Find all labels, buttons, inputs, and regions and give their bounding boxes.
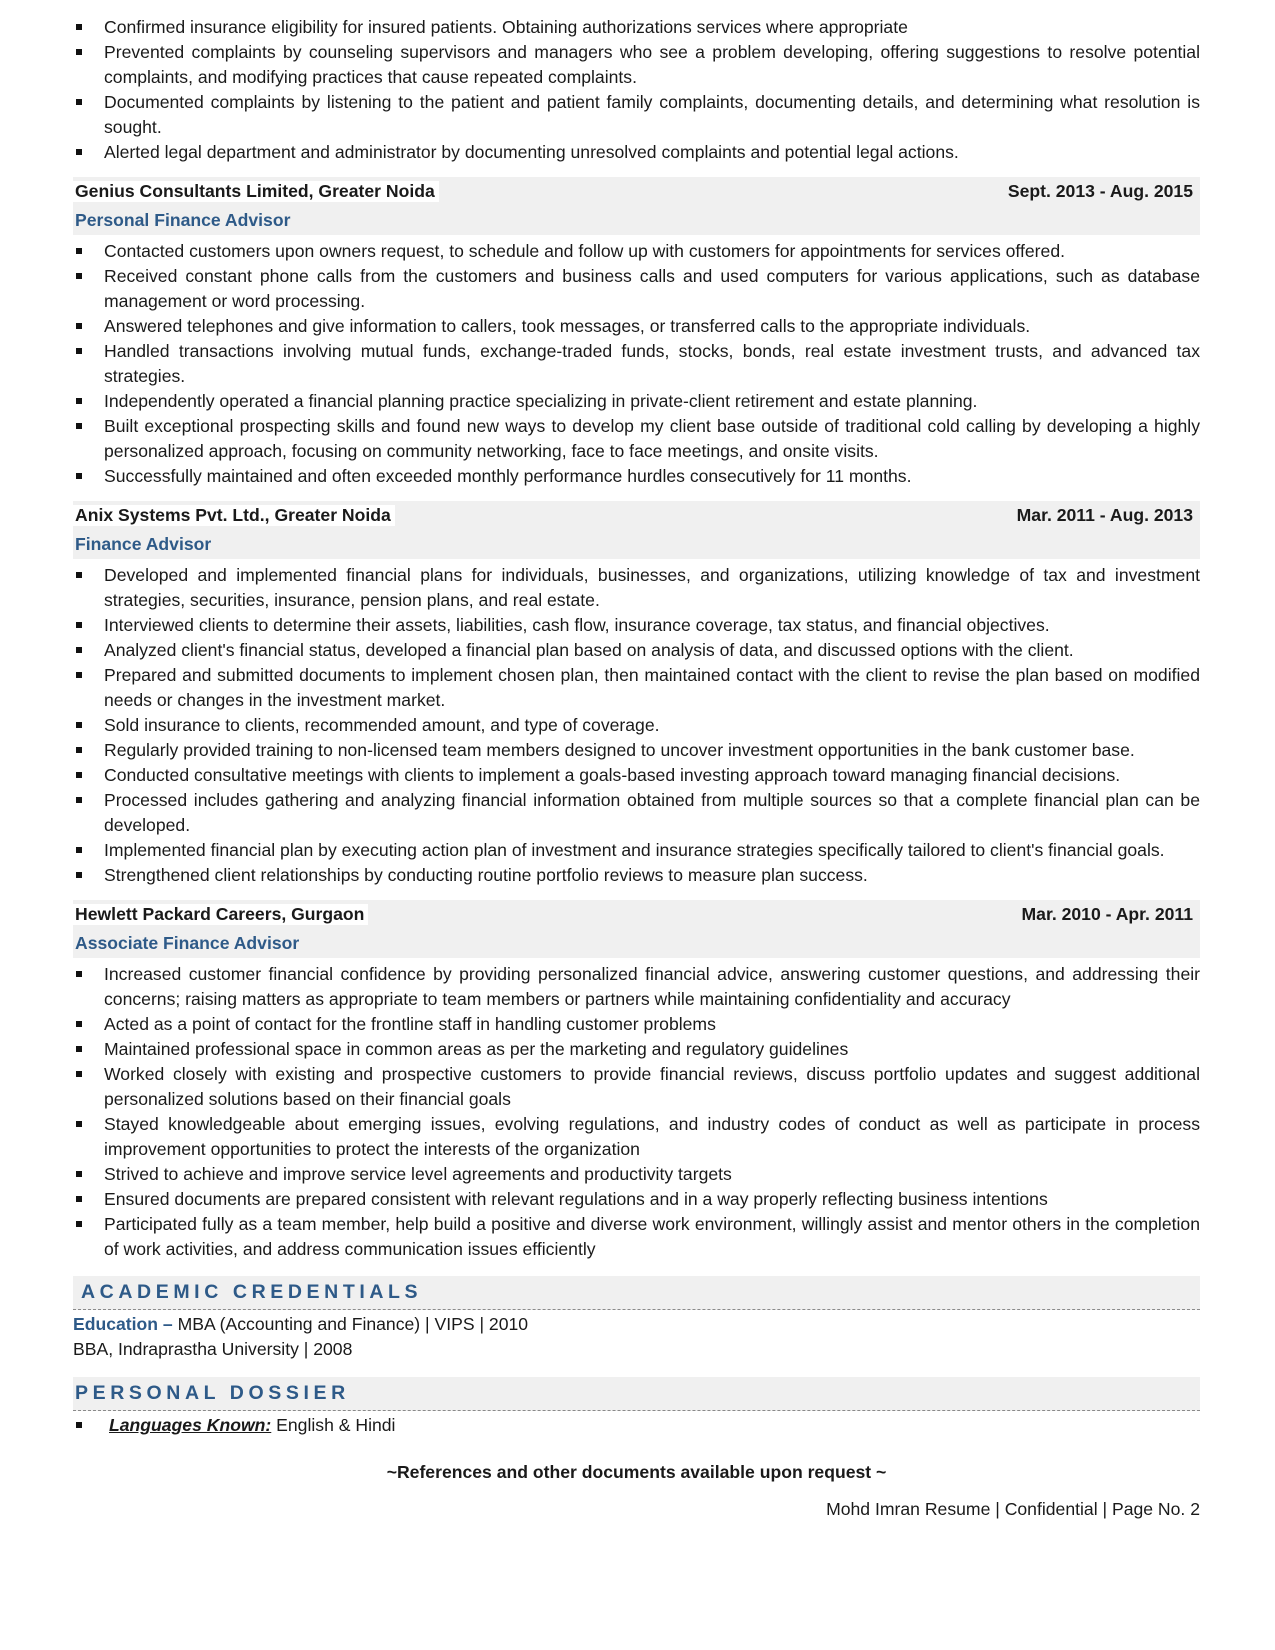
bullet-item: Processed includes gathering and analyzing financial information obtained from multiple sources so that a complete financial plan can be developed. bbox=[73, 788, 1200, 838]
bullet-item: Worked closely with existing and prospective customers to provide financial reviews, discuss portfolio updates and suggest additional personalized solutions based on their financial goals bbox=[73, 1062, 1200, 1112]
bullet-item: Implemented financial plan by executing action plan of investment and insurance strategies specifically tailored to client's financial goals. bbox=[73, 838, 1200, 863]
bullet-item: Documented complaints by listening to the patient and patient family complaints, documenting details, and determining what resolution is sought. bbox=[73, 90, 1200, 140]
bullet-item: Prepared and submitted documents to implement chosen plan, then maintained contact with the client to revise the plan based on modified needs or changes in the investment market. bbox=[73, 663, 1200, 713]
bullet-item: Received constant phone calls from the customers and business calls and used computers for various applications, such as database management or word processing. bbox=[73, 264, 1200, 314]
bullet-item: Independently operated a financial planning practice specializing in private-client retirement and estate planning. bbox=[73, 389, 1200, 414]
job-role: Personal Finance Advisor bbox=[75, 210, 291, 230]
bullet-item: Maintained professional space in common areas as per the marketing and regulatory guidelines bbox=[73, 1037, 1200, 1062]
bullet-item: Conducted consultative meetings with clients to implement a goals-based investing approach toward managing financial decisions. bbox=[73, 763, 1200, 788]
company-name: Genius Consultants Limited, Greater Noida bbox=[73, 181, 439, 202]
languages-entry bbox=[73, 1413, 1200, 1438]
resume-content bbox=[73, 15, 1200, 1520]
education-degree-secondary: BBA, Indraprastha University | 2008 bbox=[73, 1339, 353, 1359]
bullet-item: Answered telephones and give information to callers, took messages, or transferred calls to the appropriate individuals. bbox=[73, 314, 1200, 339]
bullet-item: Confirmed insurance eligibility for insured patients. Obtaining authorizations services where appropriate bbox=[73, 15, 1200, 40]
bullet-item: Interviewed clients to determine their assets, liabilities, cash flow, insurance coverage, tax status, and financial objectives. bbox=[73, 613, 1200, 638]
dossier-section-heading: PERSONAL DOSSIER bbox=[73, 1377, 1200, 1411]
bullet-item: Regularly provided training to non-licensed team members designed to uncover investment opportunities in the bank customer base. bbox=[73, 738, 1200, 763]
job-dates: Mar. 2011 - Aug. 2013 bbox=[1016, 505, 1193, 525]
page-footer: Mohd Imran Resume | Confidential | Page No. 2 bbox=[826, 1499, 1200, 1519]
bullet-item: Strived to achieve and improve service level agreements and productivity targets bbox=[73, 1162, 1200, 1187]
bullet-item: Ensured documents are prepared consistent with relevant regulations and in a way properly reflecting business intentions bbox=[73, 1187, 1200, 1212]
languages-value: English & Hindi bbox=[276, 1415, 396, 1435]
company-name: Anix Systems Pvt. Ltd., Greater Noida bbox=[73, 505, 395, 526]
academic-section-heading: ACADEMIC CREDENTIALS bbox=[73, 1276, 1200, 1310]
job-dates: Mar. 2010 - Apr. 2011 bbox=[1021, 904, 1193, 924]
bullet-item: Developed and implemented financial plans for individuals, businesses, and organizations, utilizing knowledge of tax and investment strategies, securities, insurance, pension plans, and real estate. bbox=[73, 563, 1200, 613]
bullet-item: Acted as a point of contact for the frontline staff in handling customer problems bbox=[73, 1012, 1200, 1037]
bullet-item: Increased customer financial confidence by providing personalized financial advice, answering customer questions, and addressing their concerns; raising matters as appropriate to team members or partners while maintaining confidentiality and accuracy bbox=[73, 962, 1200, 1012]
bullet-item: Contacted customers upon owners request, to schedule and follow up with customers for appointments for services offered. bbox=[73, 239, 1200, 264]
bullet-item: Alerted legal department and administrator by documenting unresolved complaints and potential legal actions. bbox=[73, 140, 1200, 165]
education-entry bbox=[73, 1312, 1200, 1337]
education-label: Education – bbox=[73, 1314, 173, 1334]
intro-bullet-list bbox=[73, 15, 1200, 165]
job-dates: Sept. 2013 - Aug. 2015 bbox=[1007, 181, 1193, 201]
job-role: Associate Finance Advisor bbox=[75, 933, 300, 953]
bullet-item: Prevented complaints by counseling supervisors and managers who see a problem developing, offering suggestions to resolve potential complaints, and modifying practices that cause repeated complaints. bbox=[73, 40, 1200, 90]
bullet-item: Handled transactions involving mutual funds, exchange-traded funds, stocks, bonds, real estate investment trusts, and advanced tax strategies. bbox=[73, 339, 1200, 389]
education-degree: MBA (Accounting and Finance) | VIPS | 2010 bbox=[177, 1314, 529, 1334]
job-header bbox=[73, 177, 1200, 235]
bullet-item: Successfully maintained and often exceeded monthly performance hurdles consecutively for 11 months. bbox=[73, 464, 1200, 489]
bullet-item: Strengthened client relationships by conducting routine portfolio reviews to measure plan success. bbox=[73, 863, 1200, 888]
references-note: ~References and other documents available upon request ~ bbox=[386, 1462, 887, 1482]
job-header bbox=[73, 900, 1200, 958]
job-bullet-list bbox=[73, 239, 1200, 489]
bullet-item: Stayed knowledgeable about emerging issues, evolving regulations, and industry codes of conduct as well as participate in process improvement opportunities to protect the interests of the organization bbox=[73, 1112, 1200, 1162]
bullet-item: Analyzed client's financial status, developed a financial plan based on analysis of data, and discussed options with the client. bbox=[73, 638, 1200, 663]
job-header bbox=[73, 501, 1200, 559]
job-bullet-list bbox=[73, 563, 1200, 888]
company-name: Hewlett Packard Careers, Gurgaon bbox=[73, 904, 368, 925]
job-role: Finance Advisor bbox=[75, 534, 212, 554]
bullet-item: Participated fully as a team member, help build a positive and diverse work environment, willingly assist and mentor others in the completion of work activities, and address communication issues efficiently bbox=[73, 1212, 1200, 1262]
bullet-item: Sold insurance to clients, recommended amount, and type of coverage. bbox=[73, 713, 1200, 738]
job-bullet-list bbox=[73, 962, 1200, 1262]
languages-label: Languages Known: bbox=[109, 1415, 272, 1435]
bullet-item: Built exceptional prospecting skills and found new ways to develop my client base outside of traditional cold calling by developing a highly personalized approach, focusing on community networking, face to face meetings, and onsite visits. bbox=[73, 414, 1200, 464]
